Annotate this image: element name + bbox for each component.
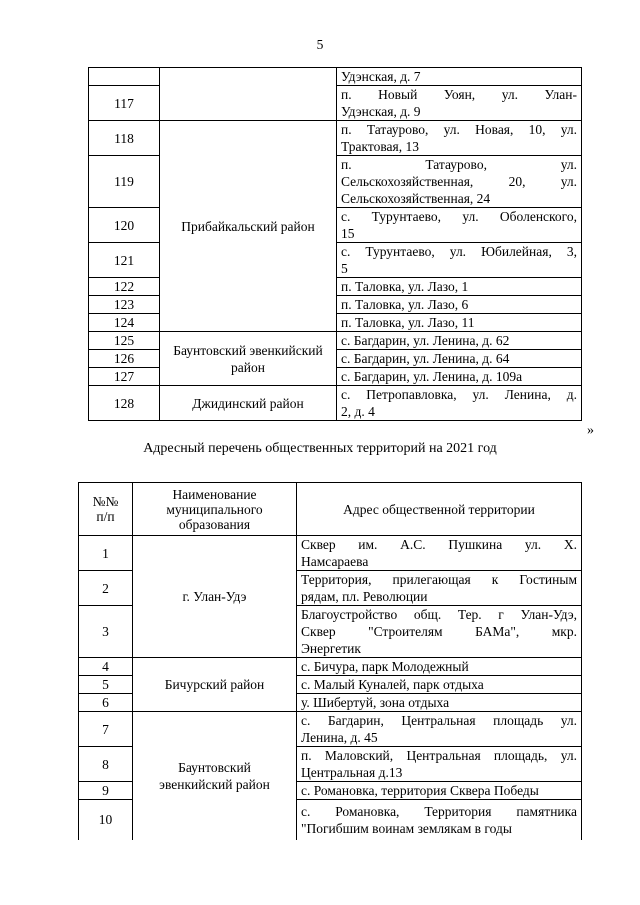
- row-number: 124: [89, 314, 160, 332]
- row-number: 5: [79, 676, 133, 694]
- row-number: 2: [79, 571, 133, 606]
- header-number: №№ п/п: [79, 483, 133, 536]
- address-cell: [337, 86, 582, 121]
- address-cell: [297, 606, 582, 658]
- district-cell: [160, 332, 337, 386]
- address-line: п. Новый Уоян, ул. Улан-: [341, 87, 577, 102]
- row-number: 125: [89, 332, 160, 350]
- district-name: Баунтовский: [178, 759, 251, 775]
- address-cell: [337, 314, 582, 332]
- table-row: [79, 712, 582, 747]
- address-line: рядам, пл. Революции: [301, 589, 428, 604]
- district-name: район: [231, 359, 265, 375]
- address-line: Сквер им. А.С. Пушкина ул. Х.: [301, 537, 577, 552]
- address-line: п. Маловский, Центральная площадь, ул.: [301, 748, 577, 763]
- table-header-row: [79, 483, 582, 536]
- district-name: эвенкийский район: [159, 776, 270, 792]
- address-line: с. Романовка, Территория памятника: [301, 803, 577, 819]
- address-line: п. Таловка, ул. Лазо, 11: [341, 315, 475, 330]
- district-cell: [160, 121, 337, 332]
- table-row: [89, 68, 582, 86]
- address-line: Намсараева: [301, 554, 369, 569]
- row-number: 120: [89, 208, 160, 243]
- address-cell: [337, 68, 582, 86]
- table-row: [89, 332, 582, 350]
- address-line: 2, д. 4: [341, 404, 375, 419]
- address-cell: [337, 296, 582, 314]
- address-cell: [297, 536, 582, 571]
- district-cell: [160, 68, 337, 121]
- address-line: Энергетик: [301, 641, 361, 656]
- row-number: 10: [79, 800, 133, 840]
- address-line: с. Турунтаево, ул. Оболенского,: [341, 209, 577, 224]
- table-row: [79, 536, 582, 571]
- page-number: 5: [316, 37, 324, 52]
- district-name: Бичурский район: [164, 677, 265, 692]
- row-number: 1: [79, 536, 133, 571]
- row-number: 6: [79, 694, 133, 712]
- address-line: п. Татаурово, ул. Новая, 10, ул.: [341, 122, 577, 137]
- row-number: [89, 68, 160, 86]
- address-cell: [337, 243, 582, 278]
- district-name: Прибайкальский район: [181, 218, 315, 234]
- address-line: с. Багдарин, ул. Ленина, д. 109а: [341, 369, 523, 384]
- address-line: с. Турунтаево, ул. Юбилейная, 3,: [341, 244, 577, 259]
- address-line: с. Багдарин, Центральная площадь ул.: [301, 713, 577, 728]
- address-cell: [297, 800, 582, 840]
- row-number: 8: [79, 747, 133, 782]
- row-number: 118: [89, 121, 160, 156]
- district-name: Баунтовский эвенкийский: [173, 342, 323, 358]
- address-cell: [337, 208, 582, 243]
- row-number: 3: [79, 606, 133, 658]
- address-line: Сквер "Строителям БАМа", мкр.: [301, 624, 577, 639]
- district-cell: [133, 712, 297, 840]
- row-number: 9: [79, 782, 133, 800]
- district-cell: [133, 536, 297, 658]
- address-line: Ленина, д. 45: [301, 730, 378, 745]
- address-cell: [337, 278, 582, 296]
- district-name: Джидинский район: [192, 395, 304, 411]
- address-cell: [337, 121, 582, 156]
- address-line: Центральная д.13: [301, 765, 403, 780]
- row-number: 117: [89, 86, 160, 121]
- row-number: 123: [89, 296, 160, 314]
- address-line: с. Багдарин, ул. Ленина, д. 64: [341, 351, 510, 366]
- address-cell: [297, 571, 582, 606]
- address-line: Удэнская, д. 9: [341, 104, 421, 119]
- row-number: 126: [89, 350, 160, 368]
- table-row: [79, 658, 582, 676]
- closing-quote: »: [587, 423, 594, 438]
- territories-table-continued: [88, 67, 582, 421]
- address-cell: [337, 332, 582, 350]
- address-line: Удэнская, д. 7: [341, 69, 421, 84]
- row-number: 4: [79, 658, 133, 676]
- public-territories-table: [78, 482, 582, 840]
- address-line: Благоустройство общ. Тер. г Улан-Удэ,: [301, 607, 577, 622]
- row-number: 121: [89, 243, 160, 278]
- address-line: Территория, прилегающая к Гостиным: [301, 572, 577, 587]
- address-line: у. Шибертуй, зона отдыха: [301, 695, 450, 710]
- row-number: 7: [79, 712, 133, 747]
- address-line: "Погибшим воинам землякам в годы: [301, 820, 512, 836]
- address-cell: [297, 782, 582, 800]
- address-cell: [337, 156, 582, 208]
- address-line: с. Романовка, территория Сквера Победы: [301, 783, 539, 798]
- address-line: 15: [341, 226, 355, 241]
- address-cell: [297, 676, 582, 694]
- address-line: Трактовая, 13: [341, 139, 419, 154]
- address-line: с. Багдарин, ул. Ленина, д. 62: [341, 333, 510, 348]
- address-line: п. Татаурово, ул.: [341, 157, 577, 172]
- district-name: г. Улан-Удэ: [182, 589, 247, 604]
- district-cell: [160, 386, 337, 421]
- address-line: 5: [341, 261, 348, 276]
- table-row: [89, 121, 582, 156]
- address-cell: [337, 368, 582, 386]
- address-line: п. Таловка, ул. Лазо, 1: [341, 279, 469, 294]
- row-number: 128: [89, 386, 160, 421]
- row-number: 122: [89, 278, 160, 296]
- row-number: 127: [89, 368, 160, 386]
- address-cell: [297, 658, 582, 676]
- address-cell: [297, 747, 582, 782]
- address-cell: [297, 694, 582, 712]
- address-cell: [297, 712, 582, 747]
- address-line: с. Петропавловка, ул. Ленина, д.: [341, 387, 577, 402]
- address-line: Сельскохозяйственная, 24: [341, 191, 491, 206]
- address-line: п. Таловка, ул. Лазо, 6: [341, 297, 469, 312]
- header-address: Адрес общественной территории: [297, 483, 582, 536]
- header-municipality: Наименование муниципального образования: [133, 483, 297, 536]
- table-row: [89, 386, 582, 421]
- district-cell: [133, 658, 297, 712]
- address-cell: [337, 350, 582, 368]
- address-cell: [337, 386, 582, 421]
- address-line: Сельскохозяйственная, 20, ул.: [341, 174, 577, 189]
- row-number: 119: [89, 156, 160, 208]
- address-line: с. Малый Куналей, парк отдыха: [301, 677, 484, 692]
- address-line: с. Бичура, парк Молодежный: [301, 659, 469, 674]
- section-heading: Адресный перечень общественных территорий на 2021 год: [143, 441, 497, 456]
